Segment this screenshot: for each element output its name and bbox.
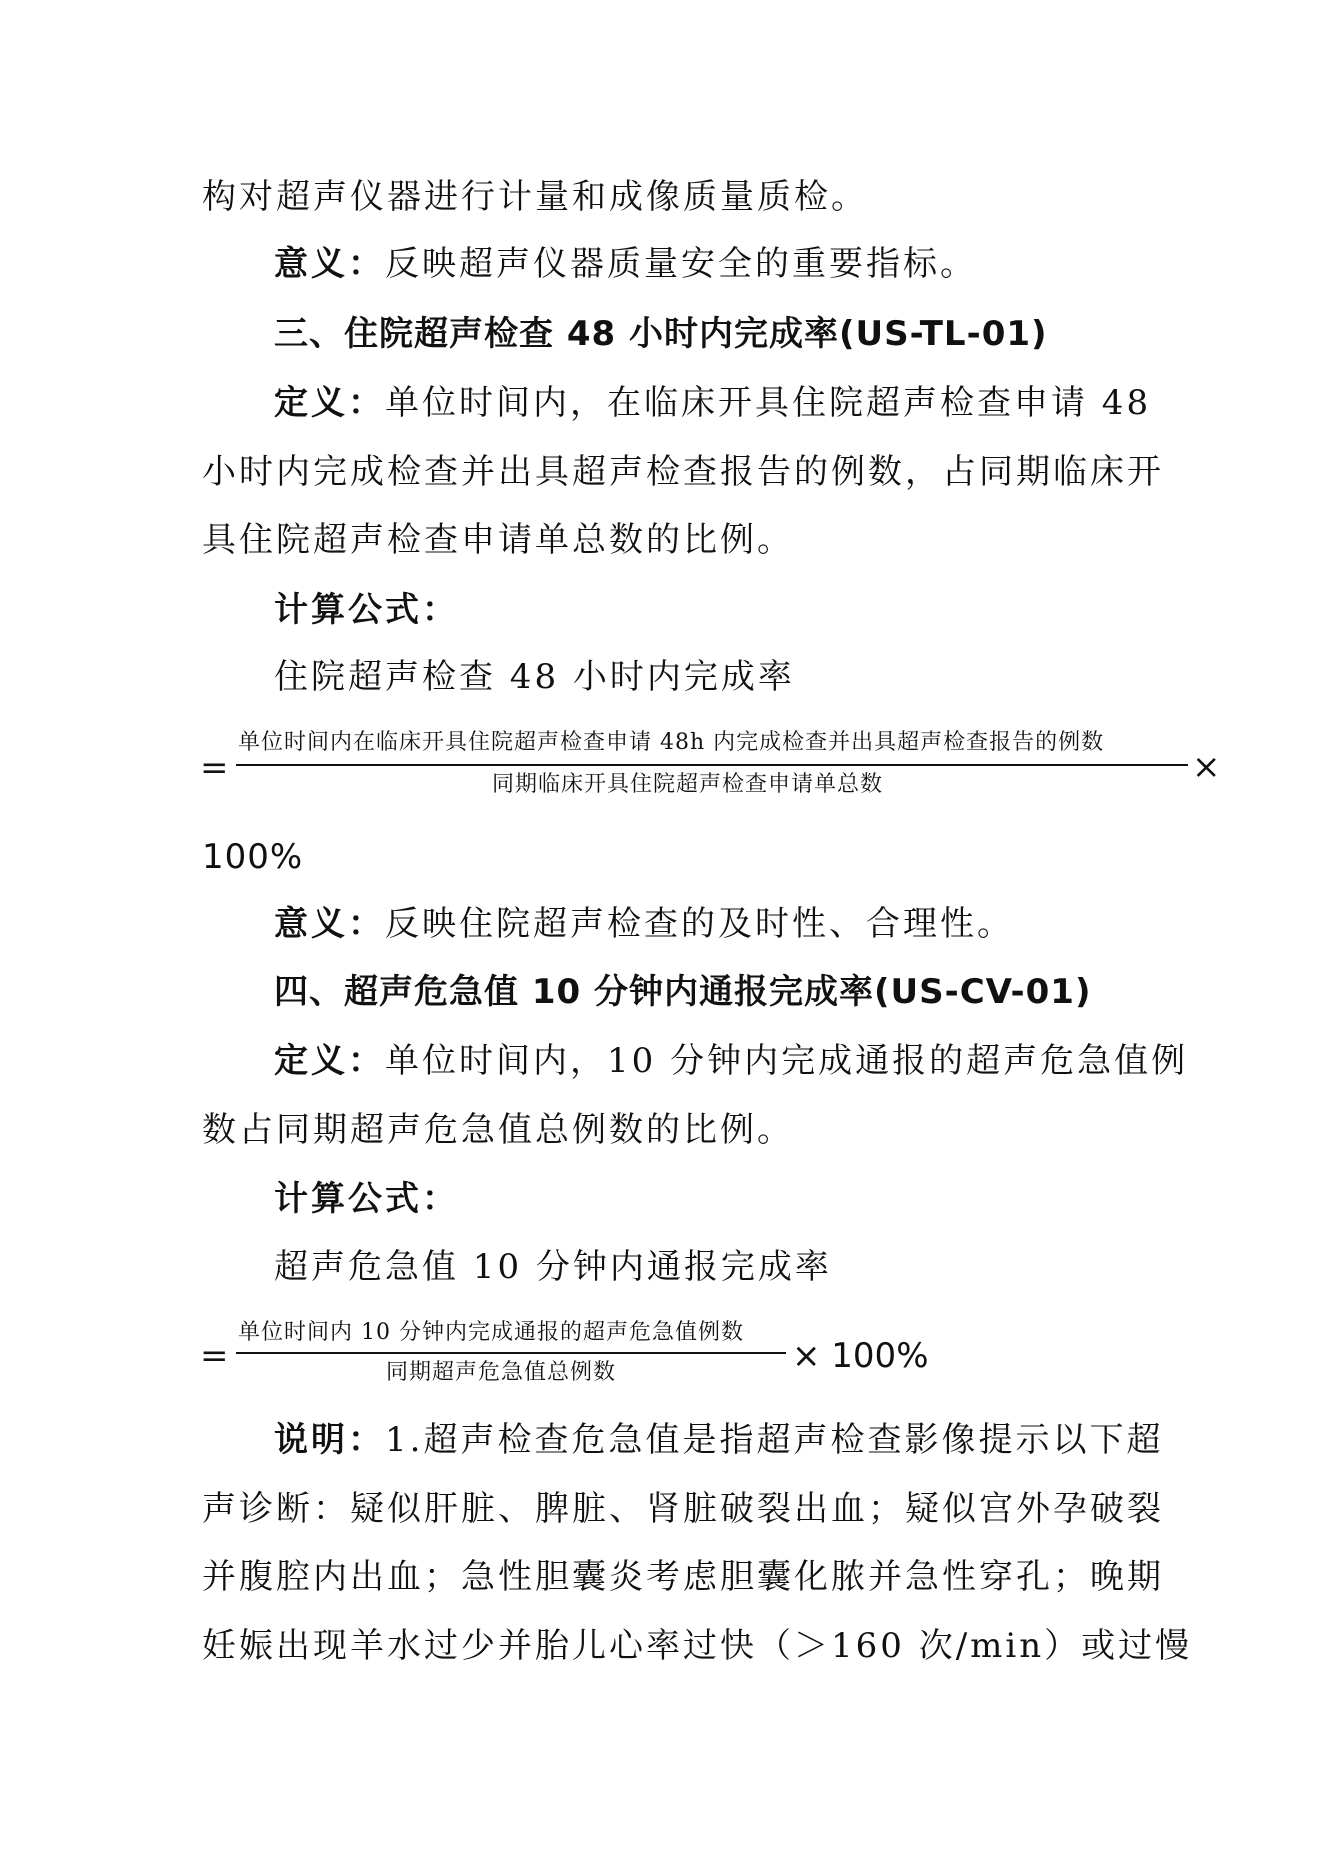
formula-4-numerator: 单位时间内 10 分钟内完成通报的超声危急值例数 bbox=[238, 1320, 744, 1345]
definition-3-line-1 bbox=[274, 383, 1151, 423]
formula-3-numerator: 单位时间内在临床开具住院超声检查申请 48h 内完成检查并出具超声检查报告的例数 bbox=[238, 730, 1105, 755]
formula-3-label: 计算公式： bbox=[274, 590, 459, 630]
section-heading-3: 三、住院超声检查 48 小时内完成率(US-TL-01) bbox=[274, 314, 1048, 354]
definition-3-line-3: 具住院超声检查申请单总数的比例。 bbox=[202, 520, 794, 560]
section-heading-4: 四、超声危急值 10 分钟内通报完成率(US-CV-01) bbox=[274, 972, 1092, 1012]
paragraph-continuation: 构对超声仪器进行计量和成像质量质检。 bbox=[202, 177, 868, 217]
formula-4-times-percent: × 100% bbox=[792, 1336, 929, 1376]
formula-3-percent: 100% bbox=[202, 837, 304, 877]
note-line-4: 妊娠出现羊水过少并胎儿心率过快（＞160 次/min）或过慢 bbox=[202, 1626, 1193, 1666]
significance-label: 意义： bbox=[274, 904, 385, 944]
definition-4-line-1 bbox=[274, 1041, 1188, 1081]
note-line-3: 并腹腔内出血；急性胆囊炎考虑胆囊化脓并急性穿孔；晚期 bbox=[202, 1557, 1164, 1597]
definition-text: 单位时间内，10 分钟内完成通报的超声危急值例 bbox=[385, 1041, 1189, 1081]
formula-3-denominator: 同期临床开具住院超声检查申请单总数 bbox=[492, 772, 884, 797]
significance-3 bbox=[274, 904, 1014, 944]
formula-3-equals: = bbox=[200, 748, 229, 788]
formula-4-equals: = bbox=[200, 1336, 229, 1376]
definition-label: 定义： bbox=[274, 1041, 385, 1081]
definition-4-line-2: 数占同期超声危急值总例数的比例。 bbox=[202, 1110, 794, 1150]
definition-3-line-2: 小时内完成检查并出具超声检查报告的例数，占同期临床开 bbox=[202, 452, 1164, 492]
formula-4-name: 超声危急值 10 分钟内通报完成率 bbox=[274, 1247, 832, 1287]
significance-label: 意义： bbox=[274, 244, 385, 284]
note-line-2: 声诊断：疑似肝脏、脾脏、肾脏破裂出血；疑似宫外孕破裂 bbox=[202, 1489, 1164, 1529]
note-label: 说明： bbox=[274, 1420, 385, 1460]
formula-4-denominator: 同期超声危急值总例数 bbox=[386, 1360, 617, 1385]
significance-text: 反映超声仪器质量安全的重要指标。 bbox=[385, 244, 977, 284]
definition-text: 单位时间内，在临床开具住院超声检查申请 48 bbox=[385, 383, 1152, 423]
definition-label: 定义： bbox=[274, 383, 385, 423]
note-text: 1.超声检查危急值是指超声检查影像提示以下超 bbox=[385, 1420, 1164, 1460]
formula-3-name: 住院超声检查 48 小时内完成率 bbox=[274, 657, 795, 697]
note-line-1 bbox=[274, 1420, 1163, 1460]
formula-3-fraction-bar bbox=[236, 764, 1188, 766]
formula-3-times: × bbox=[1192, 747, 1221, 787]
significance-text: 反映住院超声检查的及时性、合理性。 bbox=[385, 904, 1014, 944]
formula-4-fraction-bar bbox=[236, 1352, 786, 1354]
significance-1 bbox=[274, 244, 977, 284]
formula-4-label: 计算公式： bbox=[274, 1179, 459, 1219]
